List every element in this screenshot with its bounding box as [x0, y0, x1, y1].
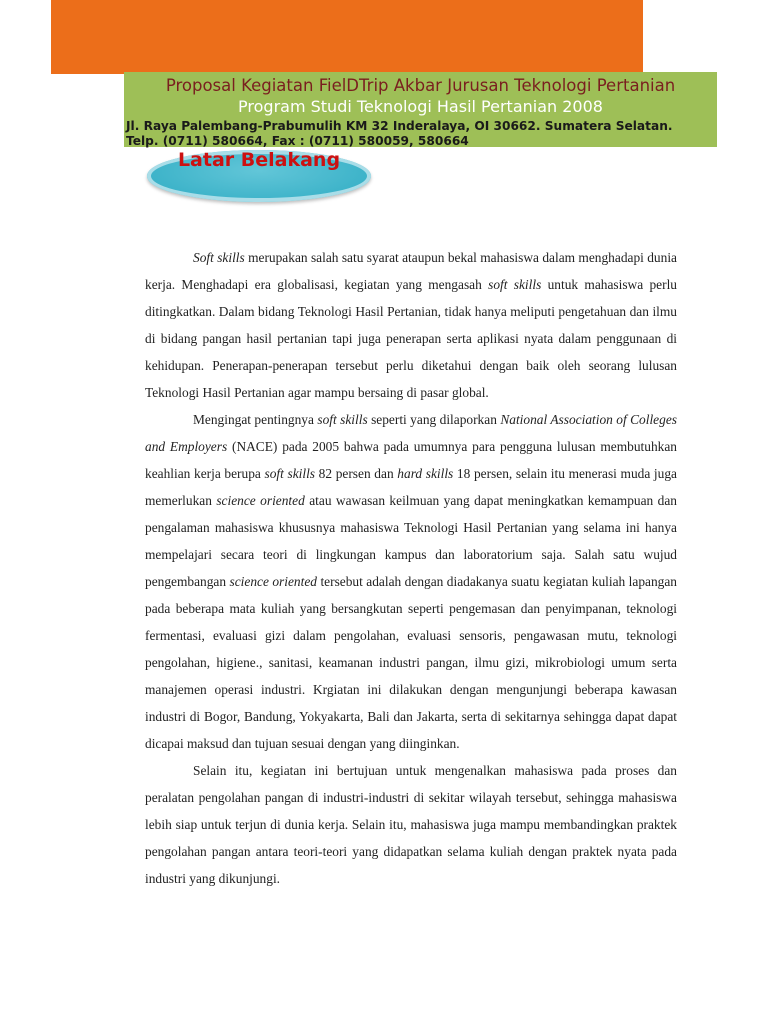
paragraph-text: Mengingat pentingnya — [193, 412, 318, 427]
section-heading: Latar Belakang — [177, 149, 341, 171]
italic-term: soft skills — [488, 277, 542, 292]
paragraph-text: seperti yang dilaporkan — [367, 412, 501, 427]
address-line: Jl. Raya Palembang-Prabumulih KM 32 Inderalaya, OI 30662. Sumatera Selatan. — [126, 119, 673, 133]
paragraph-text: 18 persen, selain itu menerasi muda juga memerlukan — [145, 466, 677, 508]
body-text — [145, 244, 677, 892]
paragraph-text: merupakan salah satu syarat ataupun bekal mahasiswa dalam menghadapi dunia kerja. Menghadapi era globalisasi, kegiatan yang mengasah — [145, 250, 677, 292]
italic-term: soft skills — [317, 412, 368, 427]
paragraph-text: Selain itu, kegiatan ini bertujuan untuk mengenalkan mahasiswa pada proses dan peralatan pengolahan pangan di industri-industri di sekitar wilayah tersebut, sehingga mahasiswa lebih siap untuk terjun di dunia kerja. Selain itu, mahasiswa juga mampu membandingkan praktek pengolahan pangan antara teori-teori yang didapatkan selama kuliah dengan praktek nyata pada industri yang dikunjungi. — [145, 763, 677, 886]
document-subtitle: Program Studi Teknologi Hasil Pertanian 2008 — [238, 97, 603, 116]
italic-term: Soft skills — [193, 250, 245, 265]
paragraph-text: untuk mahasiswa perlu ditingkatkan. Dalam bidang Teknologi Hasil Pertanian, tidak hanya meliputi pengetahuan dan ilmu di bidang pangan hasil pertanian tapi juga penerapan serta aplikasi nyata dalam penggunaan di kehidupan. Penerapan-penerapan tersebut perlu diketahui dengan baik oleh seorang lulusan Teknologi Hasil Pertanian agar mampu bersaing di pasar global. — [145, 277, 677, 400]
paragraph-text: atau wawasan keilmuan yang dapat meningkatkan kemampuan dan pengalaman mahasiswa khususnya mahasiswa Teknologi Hasil Pertanian yang selama ini hanya mempelajari secara teori di lingkungan kampus dan laboratorium saja. Salah satu wujud pengembangan — [145, 493, 677, 589]
phone-line: Telp. (0711) 580664, Fax : (0711) 580059, 580664 — [126, 134, 469, 148]
italic-term: National Association of Colleges and Employers — [145, 412, 677, 454]
paragraph — [145, 244, 677, 406]
header-band — [124, 72, 717, 147]
italic-term: hard skills — [397, 466, 454, 481]
paragraph — [145, 757, 677, 892]
header-orange-bar — [51, 0, 643, 74]
italic-term: soft skills — [264, 466, 316, 481]
italic-term: science oriented — [229, 574, 317, 589]
document-title: Proposal Kegiatan FielDTrip Akbar Jurusan Teknologi Pertanian — [165, 76, 676, 95]
paragraph-text: 82 persen dan — [315, 466, 398, 481]
paragraph-text: tersebut adalah dengan diadakanya suatu kegiatan kuliah lapangan pada beberapa mata kuliah yang bersangkutan seperti pengemasan dan penyimpanan, teknologi fermentasi, evaluasi gizi dalam pengolahan, evaluasi sensoris, pengawasan mutu, teknologi pengolahan, higiene., sanitasi, keamanan industri pangan, ilmu gizi, mikrobiologi umum serta manajemen operasi industri. Krgiatan ini dilakukan dengan mengunjungi beberapa kawasan industri di Bogor, Bandung, Yokyakarta, Bali dan Jakarta, serta di sekitarnya sehingga dapat dapat dicapai maksud dan tujuan sesuai dengan yang diinginkan. — [145, 574, 677, 751]
paragraph-text: (NACE) pada 2005 bahwa pada umumnya para pengguna lulusan membutuhkan keahlian kerja berupa — [145, 439, 677, 481]
paragraph — [145, 406, 677, 757]
italic-term: science oriented — [216, 493, 305, 508]
